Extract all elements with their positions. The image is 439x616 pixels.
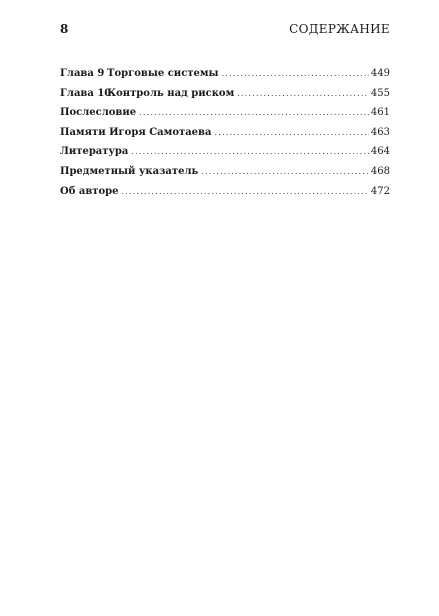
page-header xyxy=(60,22,390,36)
toc-dot-leader xyxy=(122,182,369,202)
toc-title: Предметный указатель xyxy=(60,165,199,177)
toc-page-number: 463 xyxy=(370,126,390,138)
toc-entry-afterword[interactable] xyxy=(60,103,390,123)
toc-entry-memorial[interactable] xyxy=(60,123,390,143)
toc-title: Послесловие xyxy=(60,107,137,119)
toc-title: Об авторе xyxy=(60,185,119,197)
toc-entry-about-author[interactable] xyxy=(60,182,390,202)
toc-entry-chapter-9[interactable] xyxy=(60,64,390,84)
toc-dot-leader xyxy=(131,142,369,162)
toc-title: Торговые системы xyxy=(107,68,219,79)
toc-dot-leader xyxy=(237,84,369,104)
toc-title: Контроль над риском xyxy=(107,87,235,99)
toc-dot-leader xyxy=(139,103,369,123)
toc-title: Литература xyxy=(60,146,129,158)
toc-page-number: 449 xyxy=(370,68,390,79)
running-head: СОДЕРЖАНИЕ xyxy=(289,22,390,36)
toc-page-number: 461 xyxy=(370,107,390,119)
toc-page-number: 468 xyxy=(370,165,390,177)
toc-dot-leader xyxy=(201,162,369,182)
toc-page-number: 455 xyxy=(370,87,390,99)
toc-chapter-label: Глава 9 xyxy=(60,68,105,79)
toc-page-number: 464 xyxy=(370,146,390,158)
toc-page-number: 472 xyxy=(370,185,390,197)
toc-entry-chapter-10[interactable] xyxy=(60,84,390,104)
table-of-contents xyxy=(60,64,390,201)
toc-title: Памяти Игоря Самотаева xyxy=(60,126,212,138)
toc-dot-leader xyxy=(222,64,369,84)
toc-entry-bibliography[interactable] xyxy=(60,142,390,162)
toc-entry-index[interactable] xyxy=(60,162,390,182)
page-number: 8 xyxy=(60,22,69,36)
toc-dot-leader xyxy=(214,123,368,143)
toc-chapter-label: Глава 10 xyxy=(60,87,112,99)
